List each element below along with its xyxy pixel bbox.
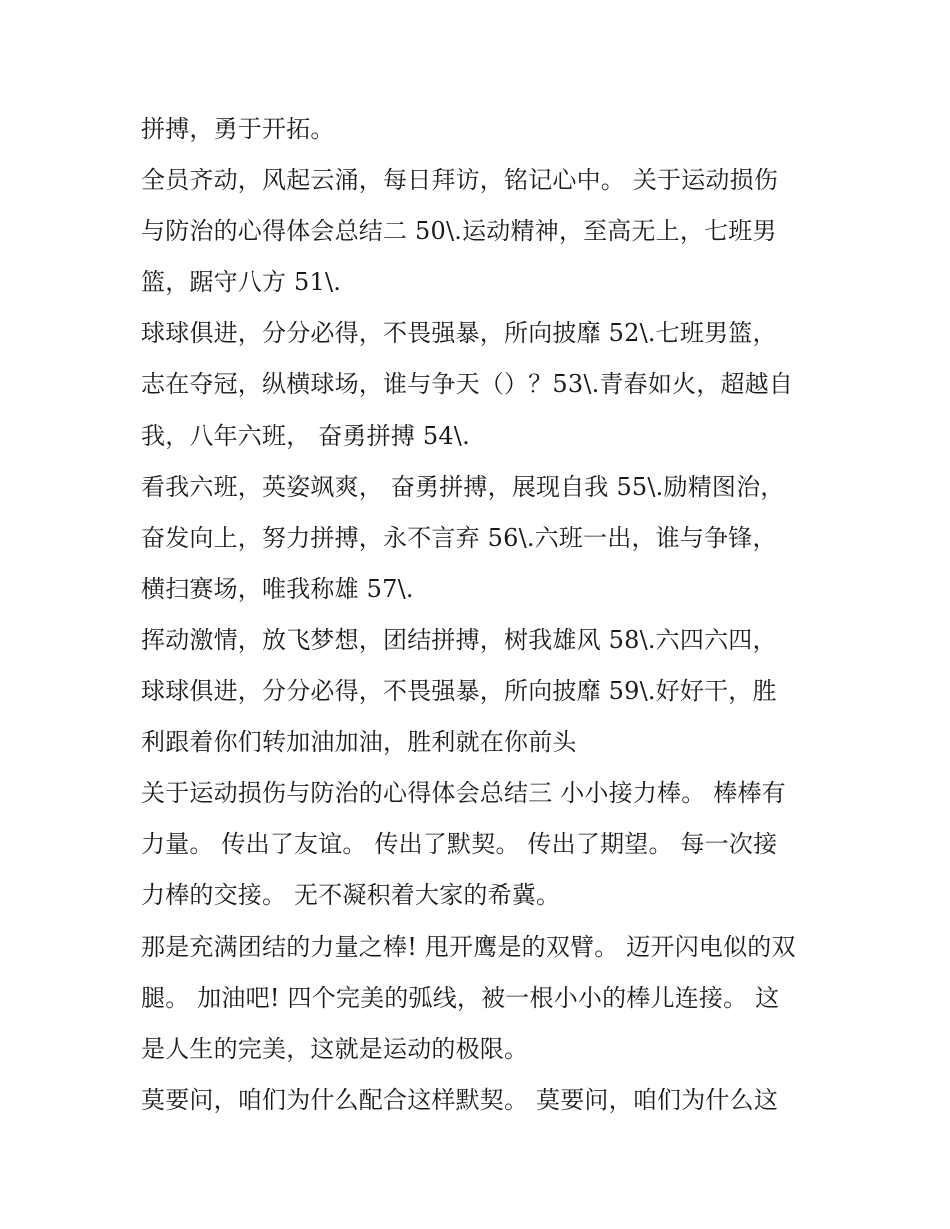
text-line: 球球俱进，分分必得，不畏强暴，所向披靡 52\.七班男篮， bbox=[141, 319, 777, 348]
text-line: 奋发向上，努力拼搏，永不言弃 56\.六班一出，谁与争锋， bbox=[141, 523, 777, 552]
paragraph-3 bbox=[141, 308, 813, 461]
text-line: 志在夺冠，纵横球场，谁与争天（）？53\.青春如火，超越自 bbox=[141, 370, 794, 399]
text-line: 力棒的交接。 无不凝积着大家的希冀。 bbox=[141, 881, 561, 910]
paragraph-7 bbox=[141, 922, 813, 1075]
paragraph-4 bbox=[141, 462, 813, 615]
text-line: 那是充满团结的力量之棒! 甩开鹰是的双臂。 迈开闪电似的双 bbox=[141, 932, 796, 961]
text-line: 我，八年六班， 奋勇拼搏 54\. bbox=[141, 421, 470, 450]
text-line: 横扫赛场，唯我称雄 57\. bbox=[141, 574, 414, 603]
paragraph-8 bbox=[141, 1075, 813, 1126]
text-line: 莫要问，咱们为什么配合这样默契。 莫要问，咱们为什么这 bbox=[141, 1085, 779, 1114]
text-line: 力量。 传出了友谊。 传出了默契。 传出了期望。 每一次接 bbox=[141, 830, 778, 859]
text-line: 关于运动损伤与防治的心得体会总结三 小小接力棒。 棒棒有 bbox=[141, 779, 786, 808]
text-line: 看我六班，英姿飒爽， 奋勇拼搏，展现自我 55\.励精图治， bbox=[141, 472, 785, 501]
paragraph-5 bbox=[141, 615, 813, 768]
text-line: 利跟着你们转加油加油，胜利就在你前头 bbox=[141, 728, 577, 757]
text-line: 拼搏，勇于开拓。 bbox=[141, 115, 335, 143]
text-line: 球球俱进，分分必得，不畏强暴，所向披靡 59\.好好干，胜 bbox=[141, 677, 777, 706]
text-line: 是人生的完美，这就是运动的极限。 bbox=[141, 1034, 529, 1063]
text-line: 篮，踞守八方 51\. bbox=[141, 268, 342, 297]
paragraph-1 bbox=[141, 104, 813, 155]
text-line: 与防治的心得体会总结二 50\.运动精神，至高无上，七班男 bbox=[141, 217, 777, 246]
paragraph-2 bbox=[141, 155, 813, 308]
text-line: 全员齐动，风起云涌，每日拜访，铭记心中。 关于运动损伤 bbox=[141, 166, 779, 195]
paragraph-6 bbox=[141, 768, 813, 921]
text-line: 腿。 加油吧! 四个完美的弧线，被一根小小的棒儿连接。 这 bbox=[141, 983, 780, 1012]
document-body bbox=[141, 104, 813, 1126]
text-line: 挥动激情，放飞梦想，团结拼搏，树我雄风 58\.六四六四， bbox=[141, 625, 777, 654]
